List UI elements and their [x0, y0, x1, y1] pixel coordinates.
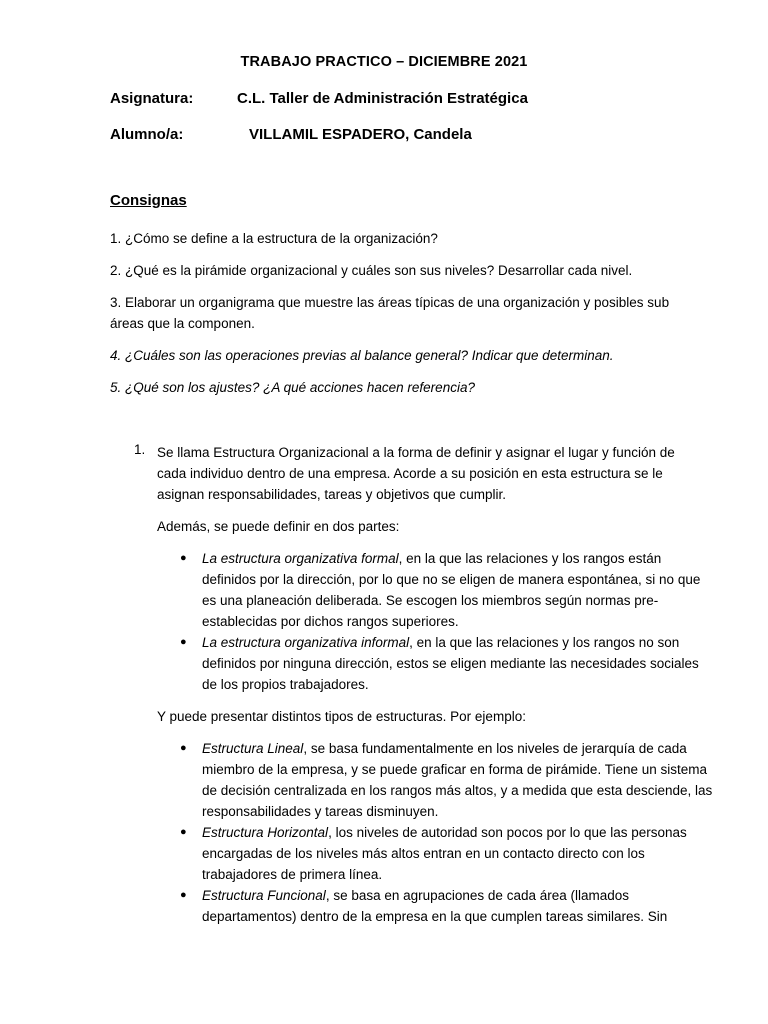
bullet-text: , en la que las relaciones y los rangos no son definidos por ninguna dirección, estos se eligen mediante las necesidades sociales de los propios trabajadores. — [202, 635, 699, 692]
partes-intro-paragraph: Además, se puede definir en dos partes: — [157, 519, 400, 534]
document-title: TRABAJO PRACTICO – DICIEMBRE 2021 — [240, 54, 528, 70]
bullet-text: , se basa fundamentalmente en los niveles de jerarquía de cada miembro de la empresa, y se puede graficar en forma de pirámide. Tiene un sistema de decisión centralizada en los rangos más altos, y a medida que esta desciende, las responsabilidades y tareas disminuyen. — [202, 741, 713, 819]
alumno-label: Alumno/a: — [110, 126, 184, 143]
bullet-icon: ● — [180, 636, 187, 648]
tipos-list — [150, 738, 715, 927]
bullet-term: La estructura organizativa formal — [202, 551, 399, 566]
bullet-term: Estructura Horizontal — [202, 825, 329, 840]
consigna-item: 2. ¿Qué es la pirámide organizacional y cuáles son sus niveles? Desarrollar cada nivel. — [110, 263, 633, 278]
answer-number: 1. — [134, 442, 146, 457]
consigna-item: 5. ¿Qué son los ajustes? ¿A qué acciones hacen referencia? — [110, 380, 475, 395]
bullet-icon: ● — [180, 889, 187, 901]
list-item — [150, 738, 715, 822]
asignatura-value: C.L. Taller de Administración Estratégica — [237, 90, 528, 107]
consignas-heading: Consignas — [110, 192, 187, 209]
bullet-text: , se basa en agrupaciones de cada área (llamados departamentos) dentro de la empresa en la que cumplen tareas similares. Sin — [202, 888, 668, 924]
bullet-icon: ● — [180, 742, 187, 754]
bullet-term: Estructura Lineal — [202, 741, 304, 756]
list-item — [150, 632, 715, 695]
answer-intro-paragraph: Se llama Estructura Organizacional a la forma de definir y asignar el lugar y función de cada individuo dentro de una empresa. Acorde a su posición en esta estructura se le asignan responsabilidades, tareas y objetivos que cumplir. — [157, 445, 675, 502]
list-item — [150, 885, 715, 927]
alumno-value: VILLAMIL ESPADERO, Candela — [249, 126, 472, 143]
bullet-text: , los niveles de autoridad son pocos por lo que las personas encargadas de los niveles más altos entran en un contacto directo con los trabajadores de primera línea. — [202, 825, 687, 882]
bullet-icon: ● — [180, 552, 187, 564]
bullet-term: Estructura Funcional — [202, 888, 326, 903]
list-item — [150, 548, 715, 632]
tipos-intro-paragraph: Y puede presentar distintos tipos de estructuras. Por ejemplo: — [157, 709, 526, 724]
bullet-term: La estructura organizativa informal — [202, 635, 410, 650]
consigna-item: 1. ¿Cómo se define a la estructura de la organización? — [110, 231, 438, 246]
asignatura-label: Asignatura: — [110, 90, 194, 107]
consigna-item: 4. ¿Cuáles son las operaciones previas al balance general? Indicar que determinan. — [110, 348, 614, 363]
bullet-icon: ● — [180, 826, 187, 838]
consigna-item: 3. Elaborar un organigrama que muestre las áreas típicas de una organización y posibles sub áreas que la componen. — [110, 295, 670, 331]
partes-list — [150, 548, 715, 695]
list-item — [150, 822, 715, 885]
bullet-text: , en la que las relaciones y los rangos están definidos por la dirección, por lo que no se eligen de manera espontánea, si no que es una planeación deliberada. Se escogen los miembros según normas pre-establecidas por dichos rangos superiores. — [202, 551, 701, 629]
